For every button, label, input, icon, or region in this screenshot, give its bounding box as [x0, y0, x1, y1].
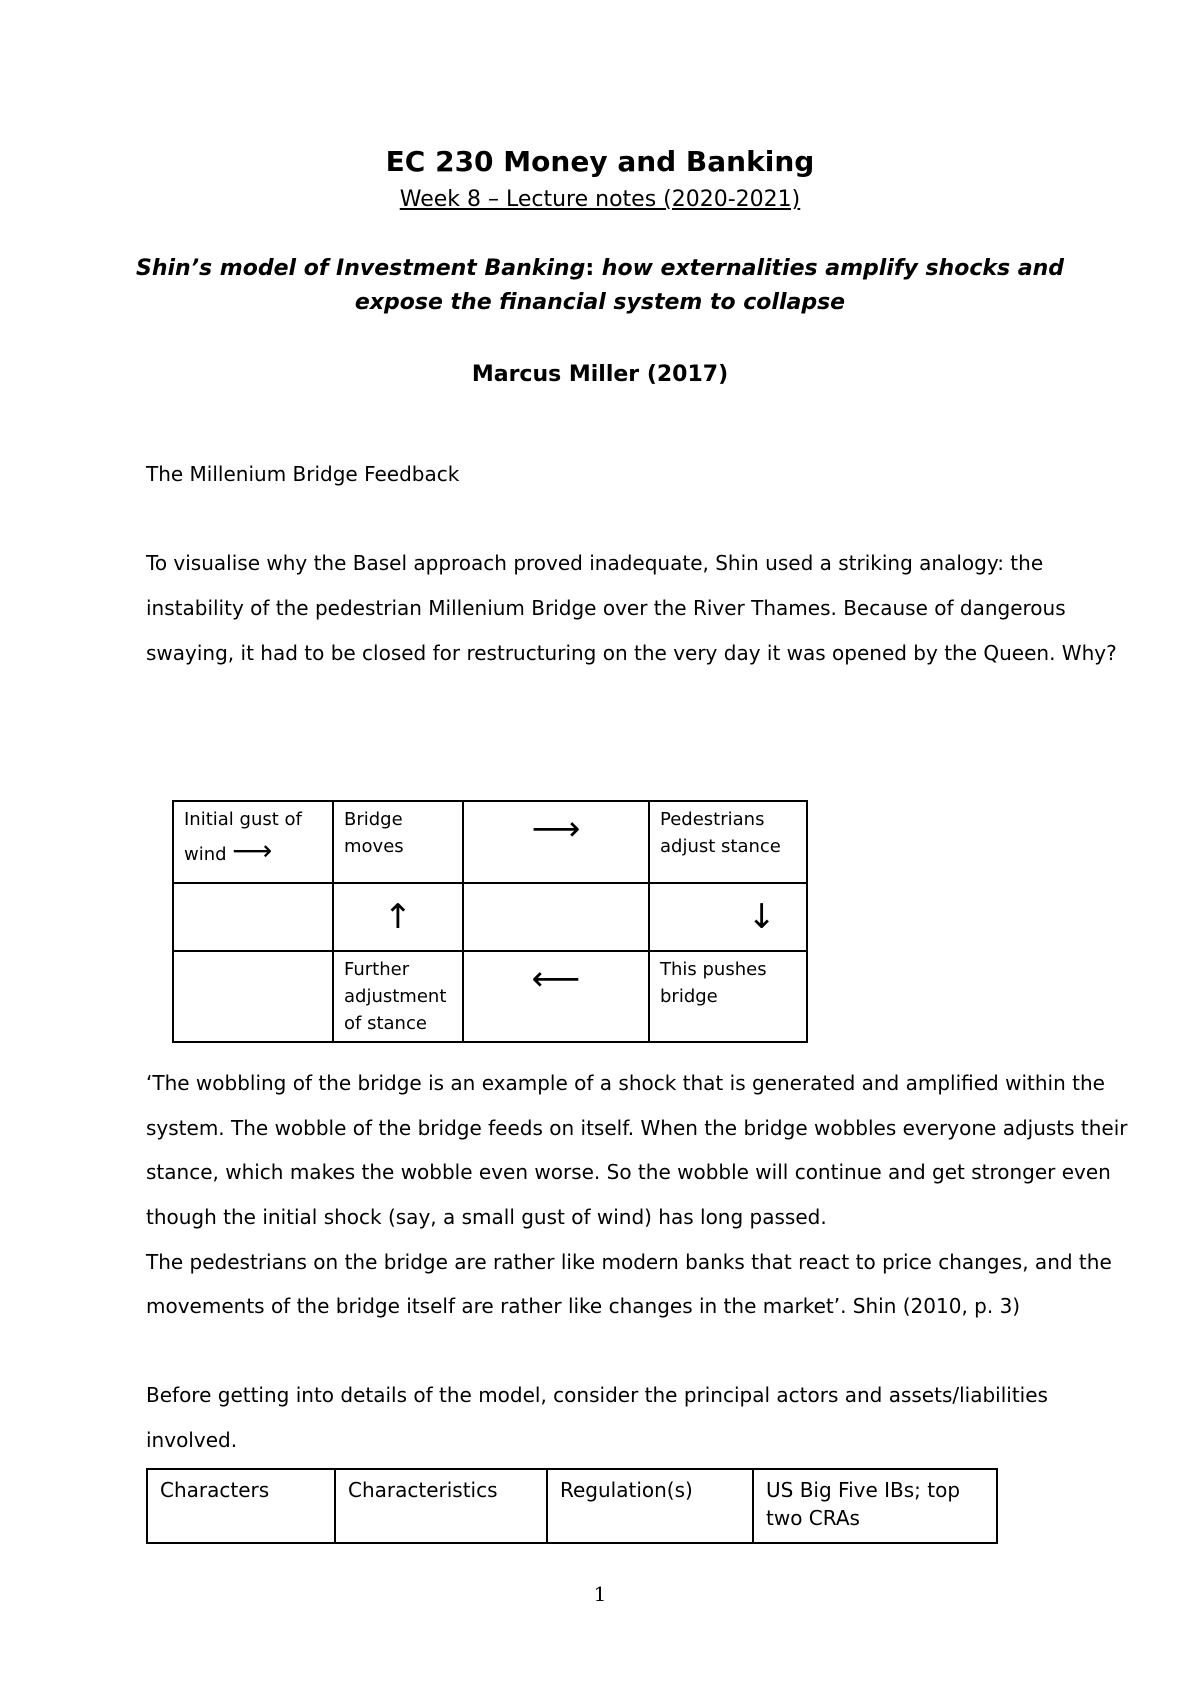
table-header-us-big-five: US Big Five IBs; top two CRAs [753, 1469, 997, 1543]
cell-bridge-moves: Bridge moves [333, 801, 463, 883]
characters-table [146, 1468, 998, 1544]
cell-arrow-up [333, 883, 463, 951]
subheading-line-1-text: how externalities amplify shocks and [594, 256, 1065, 281]
subheading-line-1: Shin’s model of Investment Banking: how externalities amplify shocks and [135, 256, 1065, 281]
cell-pushes-bridge: This pushes bridge [649, 951, 807, 1042]
cell-arrow-left [463, 951, 649, 1042]
cell-further-adjustment: Further adjustment of stance [333, 951, 463, 1042]
intro-line-2: instability of the pedestrian Millenium Bridge over the River Thames. Because of dangerous [146, 596, 1066, 620]
quote-line-3: stance, which makes the wobble even worse. So the wobble will continue and get stronger even [146, 1160, 1111, 1184]
intro-line-3: swaying, it had to be closed for restructuring on the very day it was opened by the Queen. Why? [146, 641, 1117, 665]
quote-line-6: movements of the bridge itself are rather like changes in the market’. Shin (2010, p. 3) [146, 1294, 1021, 1318]
cell-arrow-down [649, 883, 807, 951]
table-header-characters: Characters [147, 1469, 335, 1543]
document-subtitle: Week 8 – Lecture notes (2020-2021) [399, 187, 801, 212]
cell-arrow-right [463, 801, 649, 883]
quote-line-4: though the initial shock (say, a small gust of wind) has long passed. [146, 1205, 827, 1229]
cell-empty [463, 883, 649, 951]
subheading-line-2: expose the financial system to collapse [354, 290, 846, 315]
right-arrow-icon: ⟶ [531, 809, 581, 849]
cell-initial-gust: Initial gust of wind ⟶ [173, 801, 333, 883]
feedback-flow-table [172, 800, 808, 1043]
left-arrow-icon: ⟵ [531, 959, 581, 999]
cell-empty [173, 951, 333, 1042]
table-header-regulations: Regulation(s) [547, 1469, 753, 1543]
up-arrow-icon: ↑ [383, 897, 413, 937]
quote-line-5: The pedestrians on the bridge are rather like modern banks that react to price changes, and the [146, 1250, 1112, 1274]
cell-pedestrians-adjust: Pedestrians adjust stance [649, 801, 807, 883]
table-header-characteristics: Characteristics [335, 1469, 547, 1543]
before-line-2: involved. [146, 1428, 238, 1452]
intro-line-1: To visualise why the Basel approach proved inadequate, Shin used a striking analogy: the [146, 551, 1044, 575]
author: Marcus Miller (2017) [471, 362, 729, 387]
section-heading: The Millenium Bridge Feedback [146, 462, 460, 486]
document-title: EC 230 Money and Banking [385, 145, 815, 178]
right-arrow-icon: ⟶ [232, 834, 273, 867]
quote-line-1: ‘The wobbling of the bridge is an example of a shock that is generated and amplified within the [146, 1071, 1105, 1095]
down-arrow-icon: ↓ [747, 897, 776, 937]
quote-line-2: system. The wobble of the bridge feeds on itself. When the bridge wobbles everyone adjusts their [146, 1116, 1128, 1140]
cell-empty [173, 883, 333, 951]
before-line-1: Before getting into details of the model, consider the principal actors and assets/liabilities [146, 1383, 1048, 1407]
page-number: 1 [593, 1582, 607, 1606]
